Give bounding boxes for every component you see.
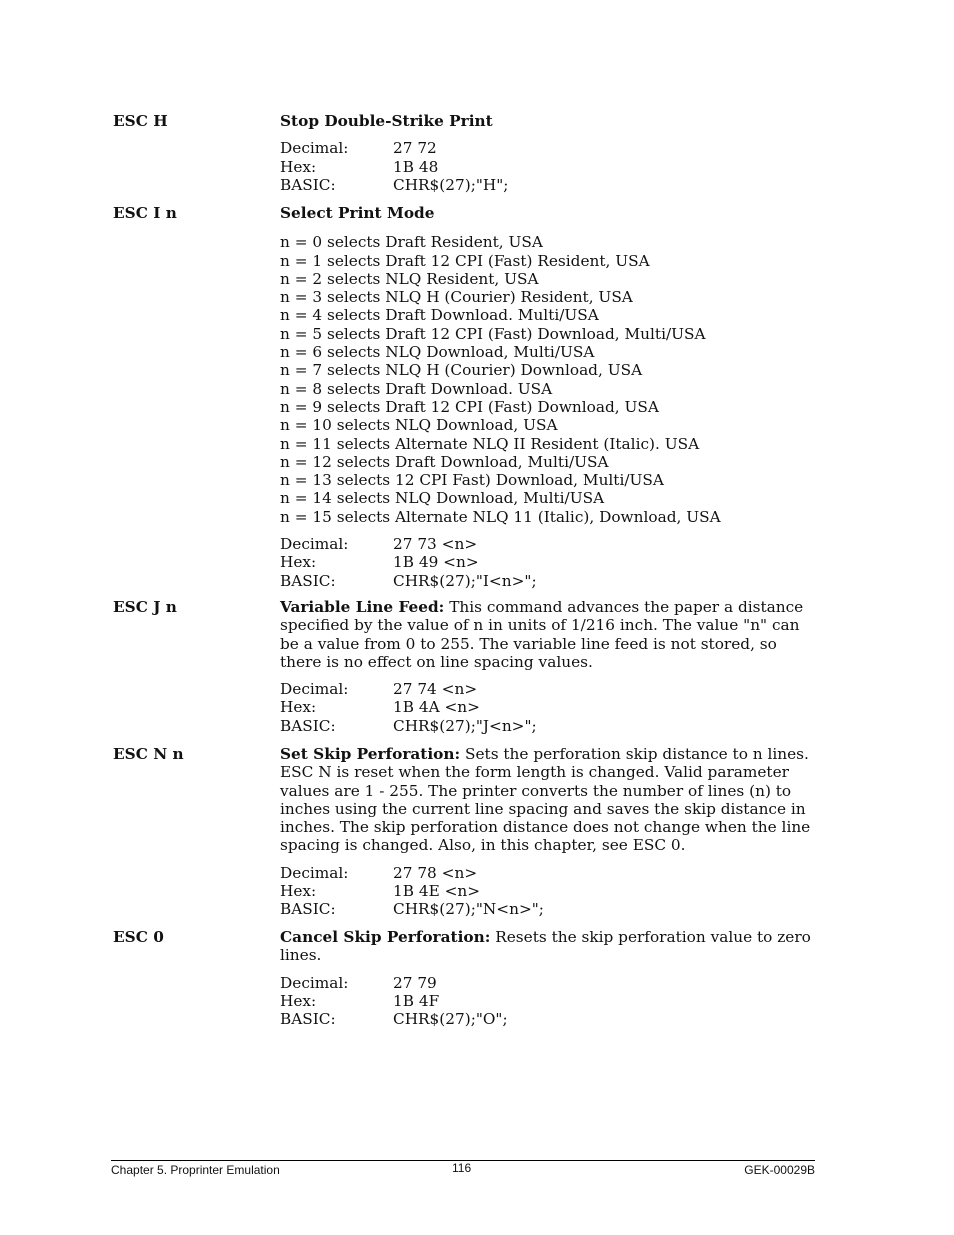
entry-title: Cancel Skip Perforation: bbox=[280, 928, 491, 946]
code-label: Hex: bbox=[280, 698, 317, 717]
code-label: BASIC: bbox=[280, 716, 336, 735]
entry-title: Variable Line Feed: bbox=[280, 598, 445, 616]
code-label: Decimal: bbox=[280, 863, 349, 882]
list-item: n = 11 selects Alternate NLQ II Resident (Italic). USA bbox=[280, 434, 700, 453]
code-label: Decimal: bbox=[280, 535, 349, 554]
list-item: n = 2 selects NLQ Resident, USA bbox=[280, 269, 539, 288]
code-row-hex bbox=[280, 992, 815, 1010]
code-value: 27 73 <n> bbox=[393, 535, 478, 554]
code-value: 27 79 bbox=[393, 973, 437, 992]
code-value: 1B 49 <n> bbox=[393, 553, 479, 572]
list-item: n = 6 selects NLQ Download, Multi/USA bbox=[280, 343, 595, 362]
code-row-basic bbox=[280, 176, 815, 194]
footer-doc-id: GEK-00029B bbox=[744, 1163, 815, 1177]
code-label: Hex: bbox=[280, 157, 317, 176]
code-label: Decimal: bbox=[280, 680, 349, 699]
code-label: Hex: bbox=[280, 882, 317, 901]
code-row-basic bbox=[280, 717, 815, 735]
code-label: Hex: bbox=[280, 553, 317, 572]
code-value: 1B 4F bbox=[393, 991, 440, 1010]
code-row-hex bbox=[280, 698, 815, 716]
code-row-decimal bbox=[280, 974, 815, 992]
description-text: This command advances the paper a distance specified by the value of n in units of 1/216 inch. The value "n" can be a value from 0 to 255. The variable line feed is not stored, so there is no effect on line spacing values. bbox=[280, 598, 804, 671]
code-label: Decimal: bbox=[280, 973, 349, 992]
command-esc-h: ESC H bbox=[113, 112, 168, 130]
code-table bbox=[280, 535, 815, 590]
code-label: BASIC: bbox=[280, 571, 336, 590]
code-table bbox=[280, 974, 815, 1029]
code-value: CHR$(27);"O"; bbox=[393, 1010, 508, 1029]
entry-esc-n bbox=[280, 745, 815, 919]
entry-description bbox=[280, 745, 815, 855]
command-esc-o: ESC 0 bbox=[113, 928, 164, 946]
command-esc-i: ESC I n bbox=[113, 204, 177, 222]
code-row-basic bbox=[280, 572, 815, 590]
code-row-decimal bbox=[280, 139, 815, 157]
code-value: CHR$(27);"H"; bbox=[393, 175, 509, 194]
list-item: n = 9 selects Draft 12 CPI (Fast) Download, USA bbox=[280, 397, 659, 416]
code-label: BASIC: bbox=[280, 1010, 336, 1029]
command-esc-j: ESC J n bbox=[113, 598, 177, 616]
footer-chapter: Chapter 5. Proprinter Emulation bbox=[111, 1163, 280, 1177]
list-item: n = 0 selects Draft Resident, USA bbox=[280, 233, 543, 252]
code-label: Decimal: bbox=[280, 139, 349, 158]
code-value: 1B 48 bbox=[393, 157, 439, 176]
code-row-basic bbox=[280, 900, 815, 918]
list-item: n = 13 selects 12 CPI Fast) Download, Multi/USA bbox=[280, 471, 664, 490]
entry-esc-o bbox=[280, 928, 815, 1028]
code-label: BASIC: bbox=[280, 175, 336, 194]
code-value: CHR$(27);"J<n>"; bbox=[393, 716, 537, 735]
list-item: n = 3 selects NLQ H (Courier) Resident, USA bbox=[280, 288, 633, 307]
list-item: n = 7 selects NLQ H (Courier) Download, USA bbox=[280, 361, 643, 380]
command-esc-n: ESC N n bbox=[113, 745, 184, 763]
list-item: n = 15 selects Alternate NLQ 11 (Italic), Download, USA bbox=[280, 507, 721, 526]
code-value: 27 74 <n> bbox=[393, 680, 478, 699]
entry-title: Select Print Mode bbox=[280, 204, 435, 222]
code-value: 27 78 <n> bbox=[393, 863, 478, 882]
code-row-basic bbox=[280, 1010, 815, 1028]
code-value: CHR$(27);"I<n>"; bbox=[393, 571, 537, 590]
list-item: n = 12 selects Draft Download, Multi/USA bbox=[280, 452, 609, 471]
list-item: n = 8 selects Draft Download. USA bbox=[280, 379, 553, 398]
code-row-decimal bbox=[280, 680, 815, 698]
code-table bbox=[280, 139, 815, 194]
description-text: Sets the perforation skip distance to n lines. ESC N is reset when the form length is changed. Valid parameter values are 1 - 255. The printer converts the number of lines (n) to inches using the current line spacing and saves the skip distance in inches. The skip perforation distance does not change when the line spacing is changed. Also, in this chapter, see ESC 0. bbox=[280, 745, 811, 855]
code-row-hex bbox=[280, 882, 815, 900]
entry-title: Set Skip Perforation: bbox=[280, 745, 461, 763]
entry-esc-i bbox=[280, 204, 815, 590]
entry-title: Stop Double-Strike Print bbox=[280, 112, 493, 130]
mode-list bbox=[280, 233, 815, 526]
code-table bbox=[280, 864, 815, 919]
code-value: 1B 4A <n> bbox=[393, 698, 480, 717]
list-item: n = 10 selects NLQ Download, USA bbox=[280, 416, 558, 435]
code-value: 27 72 bbox=[393, 139, 437, 158]
list-item: n = 14 selects NLQ Download, Multi/USA bbox=[280, 489, 605, 508]
code-row-hex bbox=[280, 553, 815, 571]
footer-page-number: 116 bbox=[452, 1161, 472, 1175]
list-item: n = 5 selects Draft 12 CPI (Fast) Download, Multi/USA bbox=[280, 324, 706, 343]
description-text: Resets the skip perforation value to zero lines. bbox=[280, 928, 811, 965]
entry-esc-j bbox=[280, 598, 815, 735]
list-item: n = 4 selects Draft Download. Multi/USA bbox=[280, 306, 599, 325]
code-row-decimal bbox=[280, 864, 815, 882]
list-item: n = 1 selects Draft 12 CPI (Fast) Resident, USA bbox=[280, 251, 650, 270]
code-row-hex bbox=[280, 158, 815, 176]
code-table bbox=[280, 680, 815, 735]
code-label: Hex: bbox=[280, 991, 317, 1010]
entry-description bbox=[280, 598, 815, 671]
code-value: CHR$(27);"N<n>"; bbox=[393, 900, 544, 919]
code-row-decimal bbox=[280, 535, 815, 553]
entry-description bbox=[280, 928, 815, 965]
entry-esc-h bbox=[280, 112, 815, 194]
code-label: BASIC: bbox=[280, 900, 336, 919]
code-value: 1B 4E <n> bbox=[393, 882, 481, 901]
